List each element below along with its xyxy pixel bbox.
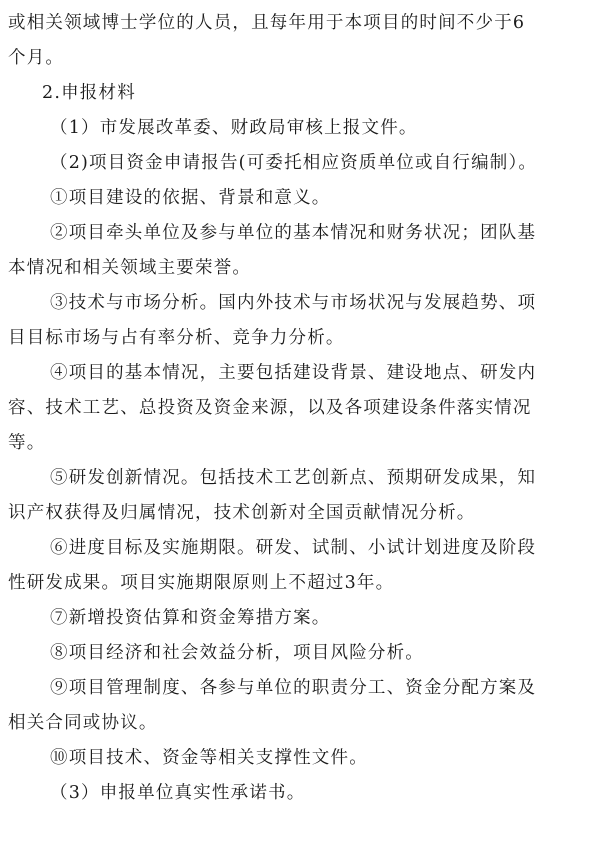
text-line: 个月。 <box>8 48 65 68</box>
text-line: 识产权获得及归属情况，技术创新对全国贡献情况分析。 <box>8 503 476 523</box>
text-line: ⑤研发创新情况。包括技术工艺创新点、预期研发成果，知 <box>50 468 537 488</box>
text-line: ③技术与市场分析。国内外技术与市场状况与发展趋势、项 <box>50 293 537 313</box>
text-line: 性研发成果。项目实施期限原则上不超过3年。 <box>8 573 395 593</box>
text-line: ⑩项目技术、资金等相关支撑性文件。 <box>50 748 368 768</box>
text-line: 等。 <box>8 433 46 453</box>
text-line: 目目标市场与占有率分析、竞争力分析。 <box>8 328 345 348</box>
text-line: 本情况和相关领域主要荣誉。 <box>8 258 252 278</box>
text-line: ⑨项目管理制度、各参与单位的职责分工、资金分配方案及 <box>50 678 537 698</box>
text-line: ⑦新增投资估算和资金筹措方案。 <box>50 608 331 628</box>
text-line: ①项目建设的依据、背景和意义。 <box>50 188 331 208</box>
text-line: （2)项目资金申请报告(可委托相应资质单位或自行编制）。 <box>50 153 538 173</box>
text-line: 相关合同或协议。 <box>8 713 158 733</box>
text-line: ④项目的基本情况，主要包括建设背景、建设地点、研发内 <box>50 363 537 383</box>
text-line: （1）市发展改革委、财政局审核上报文件。 <box>50 118 418 138</box>
text-line: 或相关领域博士学位的人员，且每年用于本项目的时间不少于6 <box>8 13 526 33</box>
text-line: ②项目牵头单位及参与单位的基本情况和财务状况；团队基 <box>50 223 537 243</box>
text-line: ⑥进度目标及实施期限。研发、试制、小试计划进度及阶段 <box>50 538 537 558</box>
text-line: 容、技术工艺、总投资及资金来源，以及各项建设条件落实情况 <box>8 398 532 418</box>
text-line: ⑧项目经济和社会效益分析，项目风险分析。 <box>50 643 424 663</box>
section-heading: 2.申报材料 <box>42 83 136 103</box>
text-line: （3）申报单位真实性承诺书。 <box>50 783 306 803</box>
